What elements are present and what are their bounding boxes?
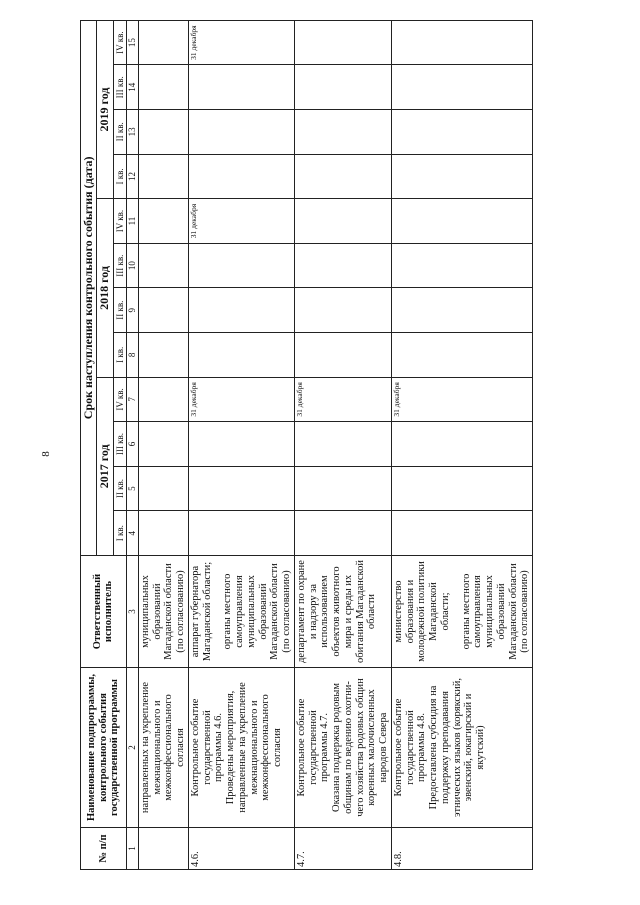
event-name-line: общинам по ведению охотни-	[342, 681, 354, 814]
event-name-line: направленные на укрепление	[236, 682, 248, 813]
header-quarter: III кв.	[113, 243, 126, 288]
deadline-cell: 31 декабря	[188, 199, 294, 244]
responsible-line: аппарат губернатора	[189, 565, 201, 658]
header-responsible: Ответственный исполнитель	[81, 556, 127, 668]
header-quarter: I кв.	[113, 333, 126, 378]
event-name-line: Оказана поддержка родовым	[331, 683, 343, 812]
event-name-line: согласия	[272, 728, 284, 767]
column-number: 10	[126, 243, 138, 288]
deadline-cell	[138, 466, 188, 511]
table-row	[294, 20, 391, 869]
deadline-cell	[294, 243, 391, 288]
deadline-cell	[188, 511, 294, 556]
header-name: Наименование подпрограммы, контрольного события государственной программы	[81, 668, 127, 828]
responsible-line: муниципальных	[139, 575, 151, 648]
deadline-cell	[188, 288, 294, 333]
deadline-cell	[294, 333, 391, 378]
deadline-cell	[188, 154, 294, 199]
deadline-cell	[391, 288, 532, 333]
responsible-line: образований	[495, 583, 507, 640]
responsible-line: Магаданской	[428, 582, 440, 641]
header-quarter: II кв.	[113, 466, 126, 511]
column-number: 2	[126, 668, 138, 828]
deadline-cell	[391, 199, 532, 244]
responsible-line: органы местного	[222, 573, 234, 650]
event-name-line: межнационального и	[151, 700, 163, 795]
row-number	[138, 828, 188, 870]
deadline-cell	[391, 20, 532, 65]
column-number: 13	[126, 110, 138, 155]
deadline-cell	[391, 154, 532, 199]
deadline-cell	[188, 65, 294, 110]
event-name-line: эвенский, юкагирский и	[463, 693, 475, 802]
responsible-line: муниципальных	[484, 575, 496, 648]
deadline-cell	[188, 466, 294, 511]
deadline-cell	[391, 511, 532, 556]
responsible-executor	[138, 556, 188, 668]
event-name-line: межконфессионального	[260, 694, 272, 801]
deadline-cell	[294, 65, 391, 110]
event-name-line: Контрольное событие	[392, 698, 404, 797]
responsible-line: самоуправления	[234, 575, 246, 648]
header-quarter: IV кв.	[113, 20, 126, 65]
deadline-cell	[391, 110, 532, 155]
row-number: 4.6.	[188, 828, 294, 870]
column-number: 7	[126, 377, 138, 422]
responsible-line: образования и	[404, 579, 416, 644]
responsible-line: органы местного	[460, 573, 472, 650]
column-number: 3	[126, 556, 138, 668]
event-name-line: коренных малочисленных	[366, 689, 378, 806]
deadline-cell	[138, 243, 188, 288]
deadline-cell	[138, 199, 188, 244]
deadline-cell: 31 декабря	[391, 377, 532, 422]
header-quarter: IV кв.	[113, 199, 126, 244]
responsible-line: обитания Магаданской	[354, 560, 366, 663]
header-quarter: III кв.	[113, 65, 126, 110]
responsible-line: Магаданской области	[269, 563, 281, 660]
header-row-1	[81, 20, 97, 869]
deadline-cell: 31 декабря	[294, 377, 391, 422]
event-name-line: межконфессионального	[163, 694, 175, 801]
responsible-line: муниципальных	[245, 575, 257, 648]
event-name-line: согласия	[175, 728, 187, 767]
header-quarter: IV кв.	[113, 377, 126, 422]
header-quarter: II кв.	[113, 110, 126, 155]
event-name-line: Предоставлена субсидия на	[428, 685, 440, 810]
event-name-line: народов Севера	[378, 712, 390, 783]
column-number: 4	[126, 511, 138, 556]
header-quarter: III кв.	[113, 422, 126, 467]
event-name-line: чего хозяйства родовых общин	[354, 678, 366, 817]
deadline-cell	[391, 422, 532, 467]
table-body	[126, 20, 532, 869]
deadline-cell	[138, 110, 188, 155]
responsible-line: и надзору за	[307, 583, 319, 640]
header-quarter: I кв.	[113, 511, 126, 556]
responsible-line: департамент по охране	[295, 560, 307, 663]
responsible-line	[452, 558, 461, 665]
deadline-cell	[294, 288, 391, 333]
header-quarter: II кв.	[113, 288, 126, 333]
table-row	[391, 20, 532, 869]
column-number: 9	[126, 288, 138, 333]
event-name-line: государственной	[201, 710, 213, 785]
column-number: 1	[126, 828, 138, 870]
deadline-cell	[138, 377, 188, 422]
deadline-cell	[294, 466, 391, 511]
responsible-line	[213, 558, 222, 665]
event-name-line: государственной	[307, 710, 319, 785]
deadline-cell	[391, 466, 532, 511]
responsible-line: образований	[257, 583, 269, 640]
table-row	[188, 20, 294, 869]
deadline-cell	[391, 65, 532, 110]
deadline-cell	[188, 422, 294, 467]
responsible-line: использованием	[319, 575, 331, 648]
responsible-line: самоуправления	[472, 575, 484, 648]
row-number: 4.8.	[391, 828, 532, 870]
responsible-line: Магаданской области	[507, 563, 519, 660]
page-number: 8	[40, 451, 52, 457]
header-num: № п/п	[81, 828, 127, 870]
deadline-cell	[294, 20, 391, 65]
deadline-cell: 31 декабря	[188, 377, 294, 422]
responsible-line: министерство	[392, 580, 404, 643]
deadline-cell	[294, 422, 391, 467]
responsible-executor	[294, 556, 391, 668]
responsible-line: (по согласованию)	[281, 570, 293, 653]
responsible-line: мира и среды их	[342, 574, 354, 649]
event-name-line: Проведены мероприятия,	[225, 690, 237, 805]
responsible-line: Магаданской области	[163, 563, 175, 660]
header-quarter: I кв.	[113, 154, 126, 199]
event-name	[188, 668, 294, 828]
column-number: 8	[126, 333, 138, 378]
column-number-row	[126, 20, 138, 869]
event-name-line: этнических языков (корякский,	[451, 677, 463, 818]
header-deadline: Срок наступления контрольного события (дата)	[81, 20, 97, 555]
responsible-line: области;	[439, 592, 451, 631]
deadline-cell	[294, 511, 391, 556]
event-name	[294, 668, 391, 828]
deadline-cell	[294, 110, 391, 155]
deadline-cell	[138, 65, 188, 110]
header-year: 2017 год	[97, 377, 113, 555]
responsible-line: (по согласованию)	[519, 570, 531, 653]
event-name-line: программы 4.8.	[416, 712, 428, 783]
event-name	[391, 668, 532, 828]
row-number: 4.7.	[294, 828, 391, 870]
responsible-line: молодежной политики	[416, 561, 428, 662]
event-name-line: программы 4.6.	[213, 712, 225, 783]
column-number: 15	[126, 20, 138, 65]
deadline-cell	[188, 243, 294, 288]
deadline-cell	[188, 333, 294, 378]
responsible-line: образований	[151, 583, 163, 640]
event-name-line: государственной	[404, 710, 416, 785]
responsible-line: объектов животного	[331, 566, 343, 657]
deadline-cell	[188, 110, 294, 155]
deadline-cell	[138, 511, 188, 556]
deadline-cell	[294, 199, 391, 244]
column-number: 12	[126, 154, 138, 199]
deadline-cell	[138, 333, 188, 378]
deadline-cell: 31 декабря	[188, 20, 294, 65]
rotated-table-frame	[80, 20, 550, 870]
responsible-line: Магаданской области;	[201, 561, 213, 662]
control-events-table	[80, 20, 533, 870]
deadline-cell	[391, 333, 532, 378]
responsible-executor	[391, 556, 532, 668]
deadline-cell	[294, 154, 391, 199]
event-name-line: направленных на укрепление	[139, 681, 151, 814]
table-viewport	[80, 20, 550, 870]
deadline-cell	[138, 154, 188, 199]
event-name-line: Контрольное событие	[189, 698, 201, 797]
responsible-line: области	[366, 593, 378, 630]
event-name-line: поддержку преподавания	[439, 691, 451, 804]
event-name-line: программы 4.7.	[319, 712, 331, 783]
event-name-line: межнационального и	[248, 700, 260, 795]
event-name-line: якутский)	[475, 725, 487, 770]
event-name	[138, 668, 188, 828]
responsible-line: (по согласованию)	[175, 570, 187, 653]
column-number: 5	[126, 466, 138, 511]
deadline-cell	[138, 422, 188, 467]
column-number: 14	[126, 65, 138, 110]
deadline-cell	[138, 288, 188, 333]
table-row	[138, 20, 188, 869]
deadline-cell	[391, 243, 532, 288]
responsible-executor	[188, 556, 294, 668]
header-year: 2019 год	[97, 20, 113, 199]
deadline-cell	[138, 20, 188, 65]
column-number: 11	[126, 199, 138, 244]
column-number: 6	[126, 422, 138, 467]
event-name-line: Контрольное событие	[295, 698, 307, 797]
header-year: 2018 год	[97, 199, 113, 377]
